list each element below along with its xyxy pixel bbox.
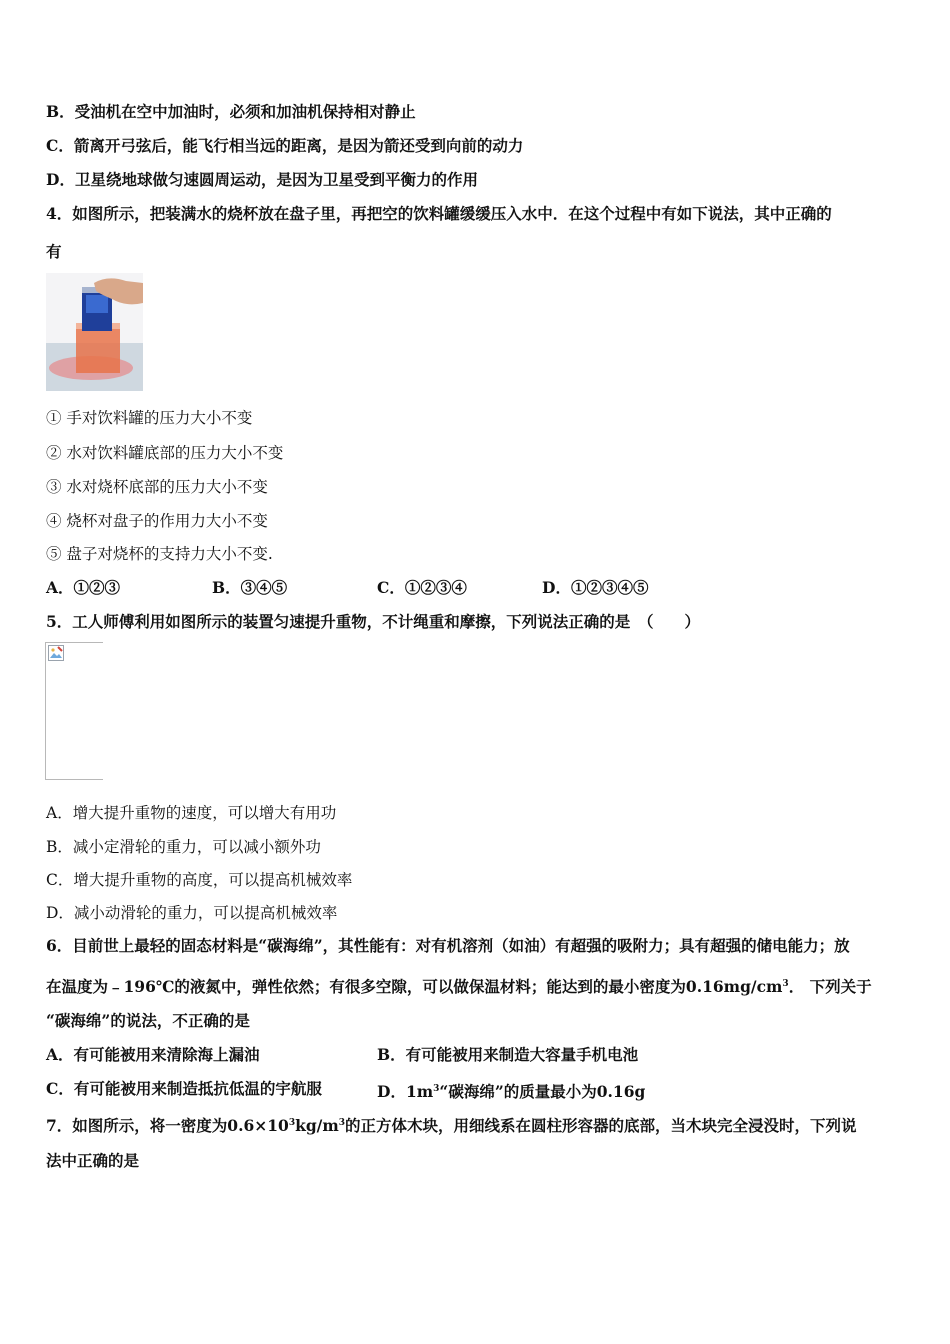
- q6-option-d: D．$1m^3“$碳海绵”的质量最小为0.16g: [377, 1082, 646, 1101]
- beaker-can-photo: [46, 273, 143, 391]
- q6-stem-line1: 6．目前世上最轻的固态材料是“碳海绵”，其性能有：对有机溶剂（如油）有超强的吸附力；具有超强的储电能力；放: [46, 936, 850, 955]
- q3-option-c: C．箭离开弓弦后，能飞行相当远的距离，是因为箭还受到向前的动力: [46, 136, 524, 155]
- q3-option-d: D．卫星绕地球做匀速圆周运动，是因为卫星受到平衡力的作用: [46, 170, 478, 189]
- q5-option-b: B．减小定滑轮的重力，可以减小额外功: [46, 838, 321, 856]
- broken-image-icon: [48, 645, 64, 661]
- q4-statement-1: ① 手对饮料罐的压力大小不变: [46, 409, 253, 427]
- q4-option-c: C．①②③④: [377, 578, 467, 597]
- q4-stem-line2: 有: [46, 242, 62, 261]
- q4-statement-5: ⑤ 盘子对烧杯的支持力大小不变.: [46, 545, 273, 563]
- q5-option-a: A．增大提升重物的速度，可以增大有用功: [46, 804, 337, 822]
- q4-statement-2: ② 水对饮料罐底部的压力大小不变: [46, 444, 284, 462]
- q3-option-b: B．受油机在空中加油时，必须和加油机保持相对静止: [46, 102, 416, 121]
- q5-option-c: C．增大提升重物的高度，可以提高机械效率: [46, 871, 353, 889]
- q4-option-a: A．①②③: [46, 578, 121, 597]
- q5-option-d: D．减小动滑轮的重力，可以提高机械效率: [46, 904, 338, 922]
- q7-stem-line2: 法中正确的是: [46, 1151, 140, 1170]
- q6-option-b: B．有可能被用来制造大容量手机电池: [377, 1045, 639, 1064]
- q7-stem-line1: 7．如图所示，将一密度为$0.6\times 10^3kg/m^3$的正方体木块，用细线系在圆柱形容器的底部，当木块完全浸没时，下列说: [46, 1116, 857, 1135]
- q4-option-b: B．③④⑤: [212, 578, 288, 597]
- q6-option-c: C．有可能被用来制造抵抗低温的宇航服: [46, 1079, 322, 1098]
- q4-option-d: D．①②③④⑤: [542, 578, 649, 597]
- q4-statement-4: ④ 烧杯对盘子的作用力大小不变: [46, 512, 268, 530]
- q6-stem-line2: 在温度为﹣196℃的液氮中，弹性依然；有很多空隙，可以做保温材料；能达到的最小密度为$0.16mg/cm^3$． 下列关于: [46, 977, 872, 996]
- q6-stem-line3: “碳海绵”的说法，不正确的是: [46, 1011, 250, 1030]
- q6-option-a: A．有可能被用来清除海上漏油: [46, 1045, 260, 1064]
- q5-stem: 5．工人师傅利用如图所示的装置匀速提升重物，不计绳重和摩擦，下列说法正确的是 （ ）: [46, 612, 701, 631]
- pulley-figure-placeholder: [45, 642, 103, 780]
- q4-statement-3: ③ 水对烧杯底部的压力大小不变: [46, 478, 268, 496]
- q4-stem-line1: 4．如图所示，把装满水的烧杯放在盘子里，再把空的饮料罐缓缓压入水中．在这个过程中有如下说法，其中正确的: [46, 204, 832, 223]
